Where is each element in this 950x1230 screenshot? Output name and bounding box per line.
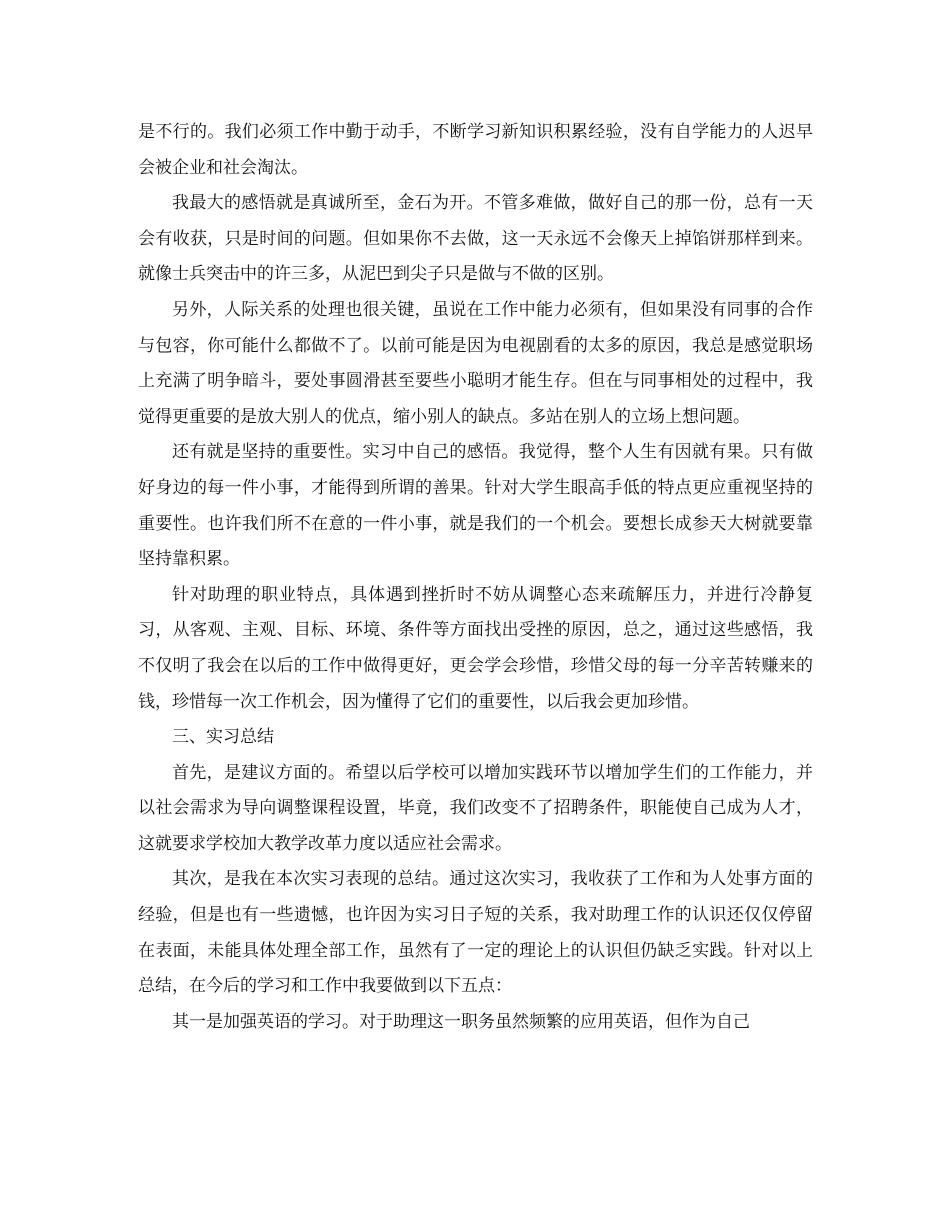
paragraph-english-study: 其一是加强英语的学习。对于助理这一职务虽然频繁的应用英语，但作为自己 (172, 1011, 750, 1032)
paragraph-performance-summary: 其次，是我在本次实习表现的总结。通过这次实习，我收获了工作和为人处事方面的经验，但是也有一些遗憾，也许因为实习日子短的关系，我对助理工作的认识还仅仅停留在表面，未能具体处理全部工作，虽然有了一定的理论上的认识但仍缺乏实践。针对以上总结，在今后的学习和工作中我要做到以下五点： (138, 869, 813, 997)
paragraph-sincerity: 我最大的感悟就是真诚所至，金石为开。不管多难做，做好自己的那一份，总有一天会有收获，只是时间的问题。但如果你不去做，这一天永远不会像天上掉馅饼那样到来。就像士兵突击中的许三多，从泥巴到尖子只是做与不做的区别。 (138, 193, 813, 285)
paragraph-continuation: 是不行的。我们必须工作中勤于动手，不断学习新知识积累经验，没有自学能力的人迟早会被企业和社会淘汰。 (138, 122, 813, 178)
paragraph-assistant-traits: 针对助理的职业特点，具体遇到挫折时不妨从调整心态来疏解压力，并进行冷静复习，从客观、主观、目标、环境、条件等方面找出受挫的原因，总之，通过这些感悟，我不仅明了我会在以后的工作中做得更好，更会学会珍惜，珍惜父母的每一分辛苦转赚来的钱，珍惜每一次工作机会，因为懂得了它们的重要性，以后我会更加珍惜。 (138, 584, 813, 712)
paragraph-relationships: 另外，人际关系的处理也很关键，虽说在工作中能力必须有，但如果没有同事的合作与包容，你可能什么都做不了。以前可能是因为电视剧看的太多的原因，我总是感觉职场上充满了明争暗斗，要处事圆滑甚至要些小聪明才能生存。但在与同事相处的过程中，我觉得更重要的是放大别人的优点，缩小别人的缺点。多站在别人的立场上想问题。 (138, 299, 813, 427)
paragraph-suggestions: 首先，是建议方面的。希望以后学校可以增加实践环节以增加学生们的工作能力，并以社会需求为导向调整课程设置，毕竟，我们改变不了招聘条件，职能使自己成为人才，这就要求学校加大教学改革力度以适应社会需求。 (138, 762, 813, 854)
section-heading-internship-summary: 三、实习总结 (172, 727, 274, 748)
document-page (138, 115, 813, 1040)
paragraph-persistence: 还有就是坚持的重要性。实习中自己的感悟。我觉得，整个人生有因就有果。只有做好身边的每一件小事，才能得到所谓的善果。针对大学生眼高手低的特点更应重视坚持的重要性。也许我们所不在意的一件小事，就是我们的一个机会。要想长成参天大树就要靠坚持靠积累。 (138, 442, 813, 570)
